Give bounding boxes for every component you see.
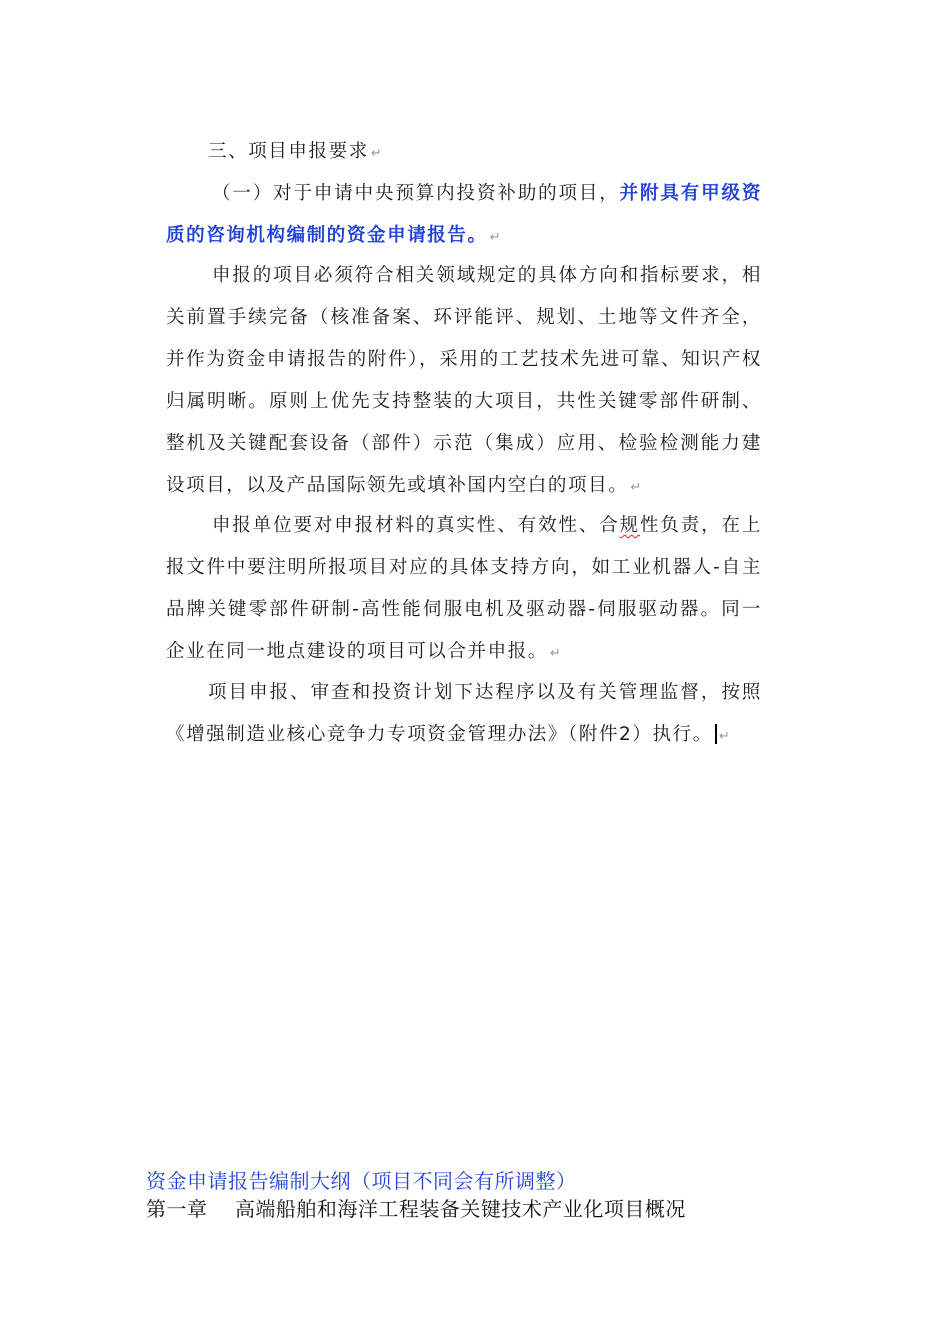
section-heading: 三、项目申报要求 xyxy=(208,141,369,162)
paragraph-mark: ↵ xyxy=(370,146,382,161)
chapter-heading xyxy=(146,1193,686,1222)
text-cursor[interactable] xyxy=(715,724,717,744)
paragraph-3 xyxy=(166,505,762,675)
paragraph-1-lead: （一）对于申请中央预算内投资补助的项目， xyxy=(212,183,620,204)
chapter-label: 第一章 xyxy=(146,1197,208,1221)
paragraph-3-text-a: 申报单位要对申报材料的真实性、有效性、合 xyxy=(212,515,620,536)
outline-title: 资金申请报告编制大纲（项目不同会有所调整） xyxy=(146,1169,577,1193)
paragraph-3-text-b: 性负责，在上报文件中要注明所报项目对应的具体支持方向，如工业机器人-自主品牌关键零部件研制-高性能伺服电机及驱动器-伺服驱动器。同一企业在同一地点建设的项目可以合并申报。 xyxy=(166,515,762,662)
paragraph-2 xyxy=(166,255,762,509)
paragraph-mark: ↵ xyxy=(630,480,642,495)
paragraph-2-text: 申报的项目必须符合相关领域规定的具体方向和指标要求，相关前置手续完备（核准备案、环评能评、规划、土地等文件齐全，并作为资金申请报告的附件），采用的工艺技术先进可靠、知识产权归属明晰。原则上优先支持整装的大项目，共性关键零部件研制、整机及关键配套设备（部件）示范（集成）应用、检验检测能力建设项目，以及产品国际领先或填补国内空白的项目。 xyxy=(166,265,762,496)
paragraph-1-emphasis: 并附具有甲级资质的咨询机构编制的资金申请报告。 xyxy=(166,183,762,246)
spellcheck-underline: 规 xyxy=(619,515,640,536)
chapter-title: 高端船舶和海洋工程装备关键技术产业化项目概况 xyxy=(234,1197,686,1221)
paragraph-mark: ↵ xyxy=(489,230,501,245)
paragraph-mark: ↵ xyxy=(718,729,730,744)
paragraph-1 xyxy=(166,173,762,259)
paragraph-mark: ↵ xyxy=(549,646,561,661)
paragraph-4 xyxy=(166,672,762,758)
paragraph-4-text: 项目申报、审查和投资计划下达程序以及有关管理监督，按照《增强制造业核心竞争力专项资金管理办法》（附件2）执行。 xyxy=(166,682,762,745)
section-heading-block xyxy=(166,131,762,175)
